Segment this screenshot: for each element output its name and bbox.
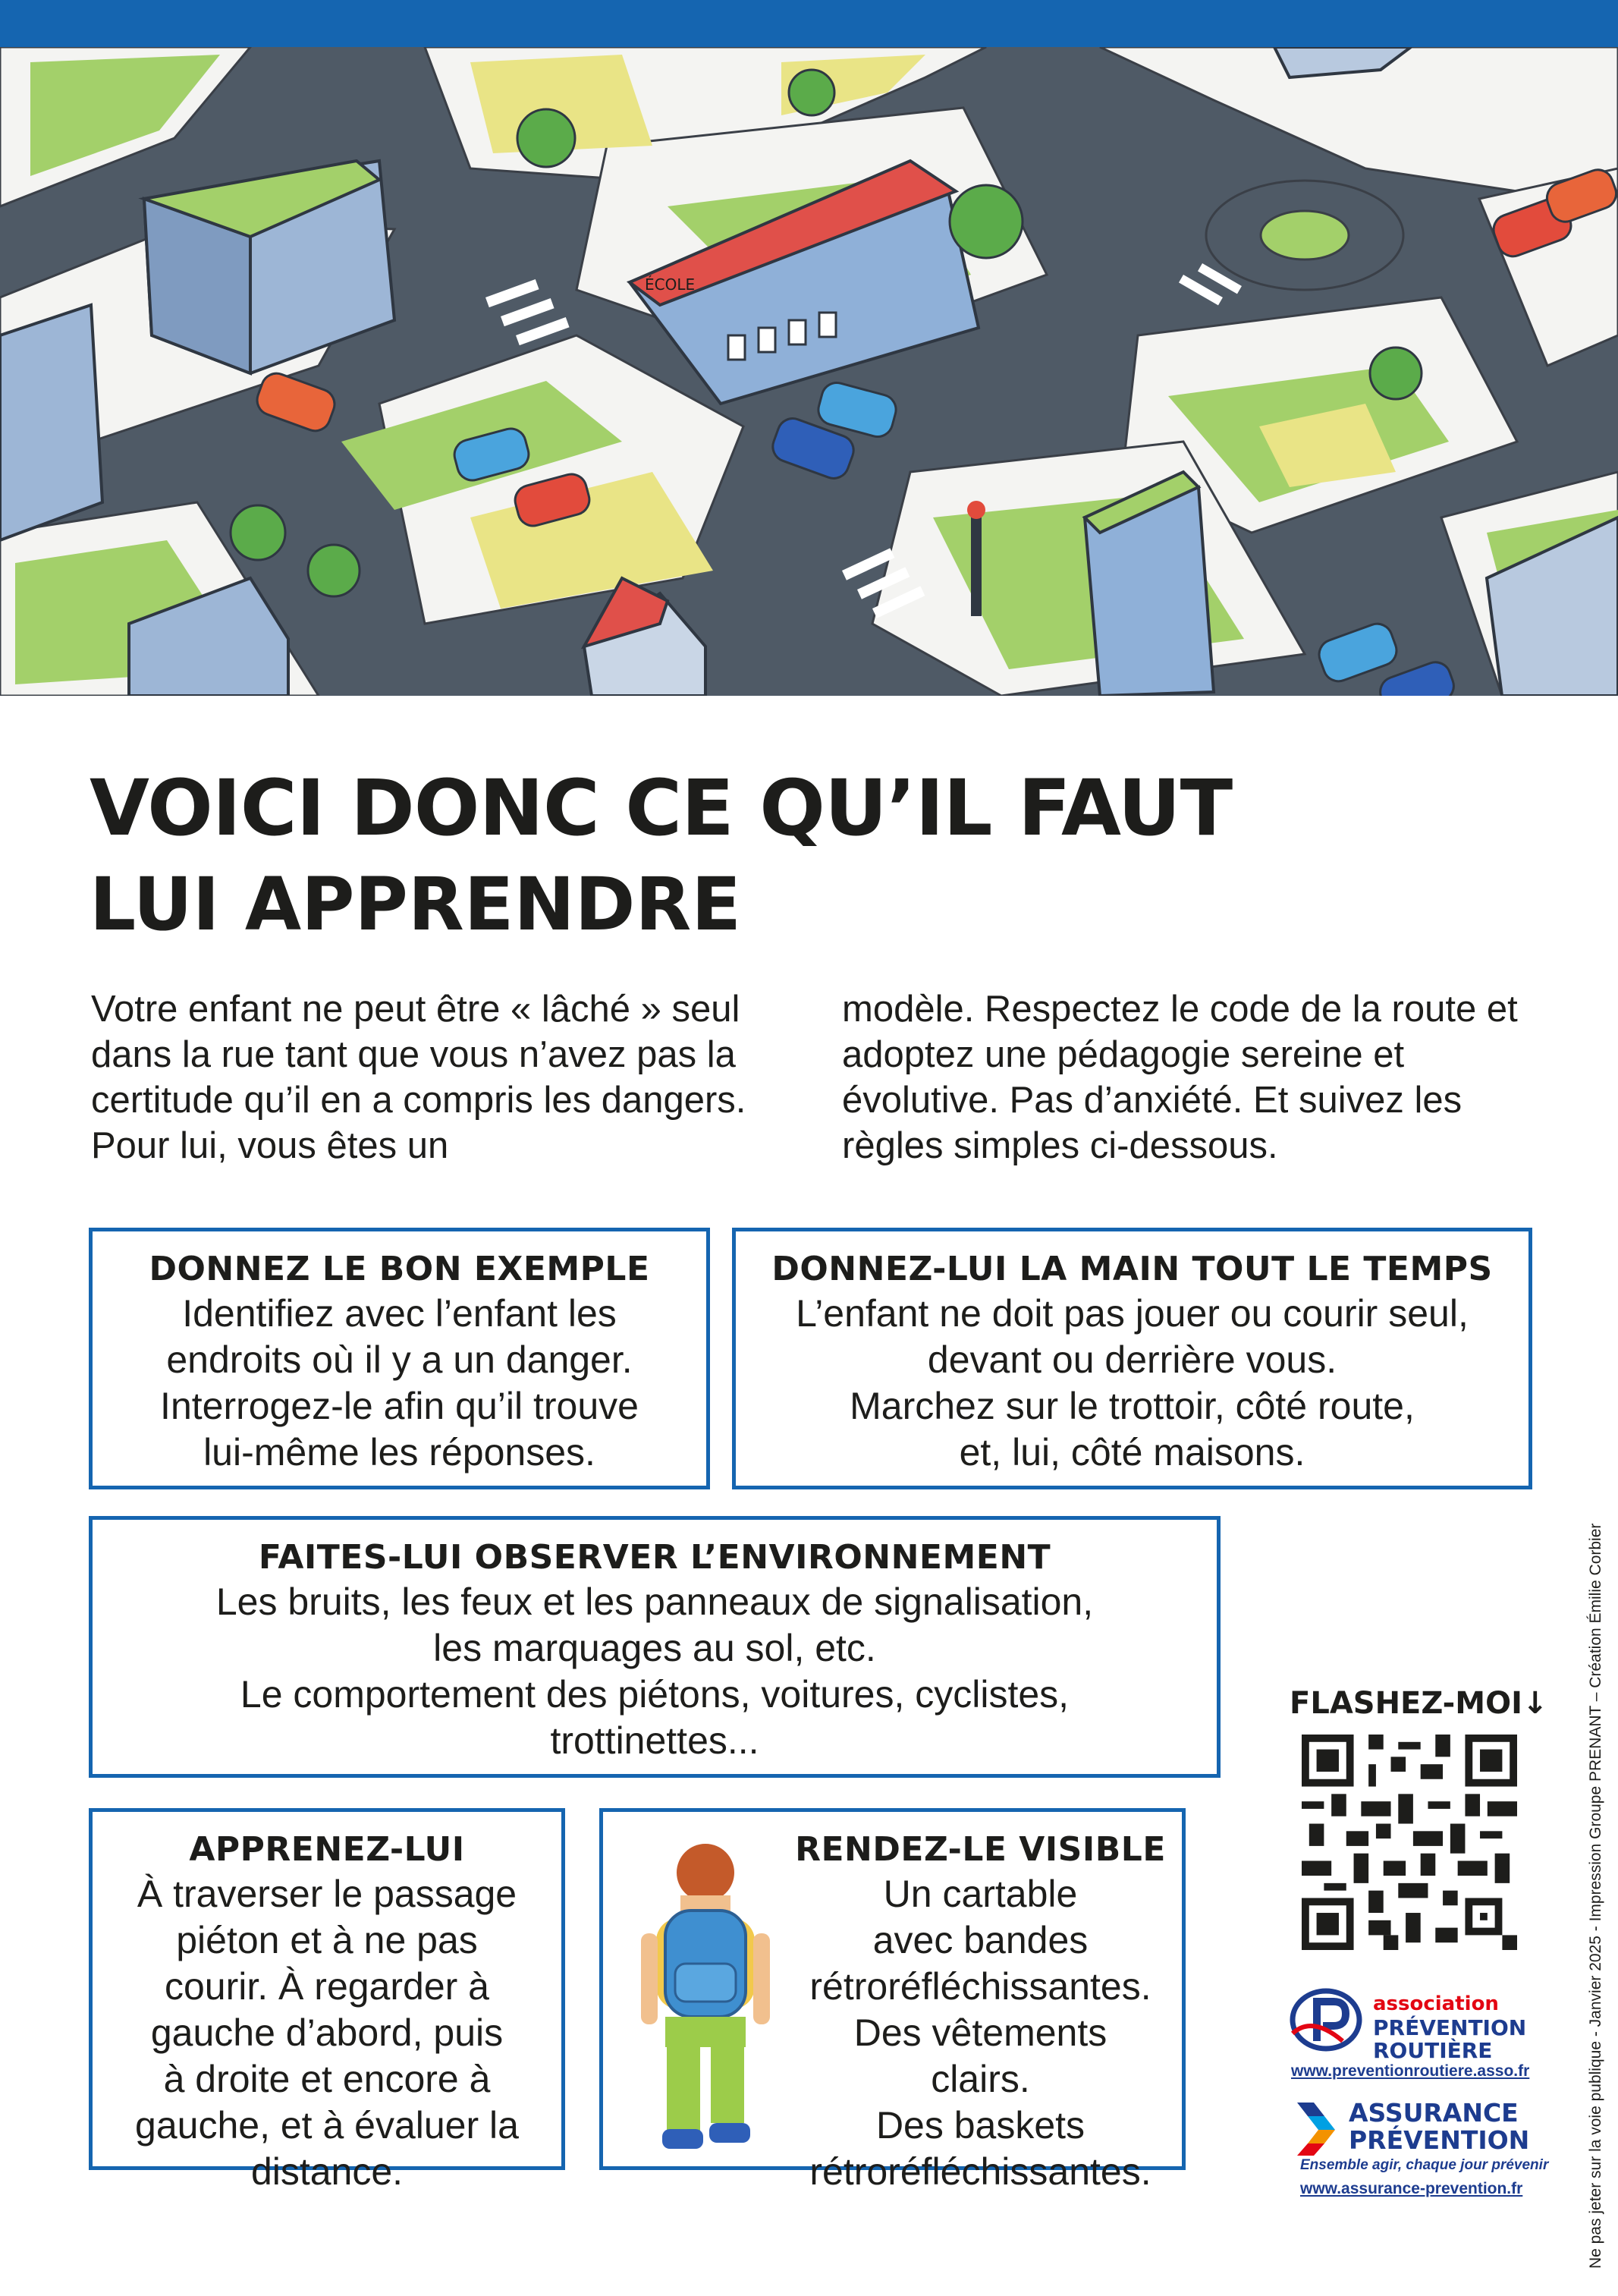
tip-line: clairs.	[931, 2058, 1030, 2100]
prevention-routiere-line1: association	[1373, 1992, 1499, 2015]
tip-line: rétroréfléchissantes.	[809, 1965, 1151, 2008]
tip-line: Interrogez-le afin qu’il trouve	[160, 1385, 639, 1427]
assurance-prevention-tagline: Ensemble agir, chaque jour prévenir	[1300, 2157, 1549, 2173]
tip-line: lui-même les réponses.	[203, 1431, 595, 1474]
assurance-prevention-url[interactable]: www.assurance-prevention.fr	[1300, 2180, 1523, 2197]
prevention-routiere-url[interactable]: www.preventionroutiere.asso.fr	[1291, 2062, 1530, 2080]
tip-line: gauche, et à évaluer la	[135, 2104, 519, 2147]
tip-line: rétroréfléchissantes.	[809, 2150, 1151, 2193]
tip-line: avec bandes	[872, 1919, 1089, 1961]
tip-line: courir. À regarder à	[165, 1965, 489, 2008]
tip-heading: RENDEZ-LE VISIBLE	[795, 1830, 1166, 1869]
tip-line: Un cartable	[883, 1873, 1078, 1915]
title-light: LUI APPRENDRE	[90, 862, 741, 947]
tip-line: trottinettes...	[550, 1719, 759, 1762]
child-with-backpack-illustration	[618, 1835, 793, 2161]
tip-line: gauche d’abord, puis	[150, 2011, 504, 2054]
tip-box-apprenez	[89, 1808, 565, 2193]
assurance-prevention-line2: PRÉVENTION	[1349, 2125, 1530, 2155]
tip-line: L’enfant ne doit pas jouer ou courir seul,	[796, 1292, 1469, 1335]
side-note: Ne pas jeter sur la voie publique - Janvier 2025 - Impression Groupe PRENANT – Création Émilie Corbier	[1587, 1523, 1604, 2269]
qr-label: FLASHEZ-MOI↓	[1290, 1686, 1548, 1721]
tip-line: Le comportement des piétons, voitures, cyclistes,	[240, 1673, 1070, 1716]
tip-heading: APPRENEZ-LUI	[189, 1830, 465, 1869]
tip-line: À traverser le passage	[137, 1873, 517, 1915]
tip-box-main	[732, 1228, 1532, 1489]
top-color-bar	[0, 0, 1618, 47]
tip-box-visible	[599, 1808, 1186, 2193]
tip-line: devant ou derrière vous.	[927, 1338, 1337, 1381]
prevention-routiere-badge-icon	[1290, 1988, 1365, 2052]
tip-line: Les bruits, les feux et les panneaux de signalisation,	[215, 1580, 1094, 1623]
school-sign: ÉCOLE	[645, 275, 696, 294]
tip-heading: FAITES-LUI OBSERVER L’ENVIRONNEMENT	[258, 1538, 1051, 1577]
tip-line: Des baskets	[875, 2104, 1085, 2147]
tip-line: Marchez sur le trottoir, côté route,	[850, 1385, 1415, 1427]
tip-line: à droite et encore à	[163, 2058, 491, 2100]
tip-heading: DONNEZ-LUI LA MAIN TOUT LE TEMPS	[771, 1250, 1493, 1288]
title-bold: VOICI DONC CE QU’IL FAUT	[90, 763, 1233, 854]
tip-line: endroits où il y a un danger.	[166, 1338, 633, 1381]
intro-column-1: Votre enfant ne peut être « lâché » seul dans la rue tant que vous n’avez pas la certitude qu’il en a compris les dangers. Pour lui, vous êtes un	[91, 989, 746, 1166]
tip-line: Identifiez avec l’enfant les	[182, 1292, 617, 1335]
qr-code[interactable]	[1302, 1735, 1517, 1950]
prevention-routiere-line3: ROUTIÈRE	[1373, 2038, 1493, 2063]
assurance-prevention-line1: ASSURANCE	[1349, 2098, 1519, 2128]
prevention-routiere-logo	[1290, 1988, 1547, 2080]
tip-box-observer	[89, 1516, 1221, 1778]
tip-line: Des vêtements	[853, 2011, 1107, 2054]
tip-line: distance.	[250, 2150, 404, 2193]
assurance-prevention-mark-icon	[1297, 2103, 1343, 2156]
intro-column-2: modèle. Respectez le code de la route et adoptez une pédagogie sereine et évolutive. Pas d’anxiété. Et suivez les règles simples ci-dessous.	[842, 989, 1518, 1166]
tip-line: piéton et à ne pas	[176, 1919, 478, 1961]
tip-line: les marquages au sol, etc.	[433, 1627, 876, 1669]
tip-box-exemple	[89, 1228, 710, 1489]
assurance-prevention-logo	[1290, 2098, 1549, 2197]
prevention-routiere-line2: PRÉVENTION	[1373, 2015, 1527, 2040]
tip-heading: DONNEZ LE BON EXEMPLE	[149, 1250, 650, 1288]
city-illustration	[0, 47, 1618, 696]
tip-line: et, lui, côté maisons.	[959, 1431, 1305, 1474]
